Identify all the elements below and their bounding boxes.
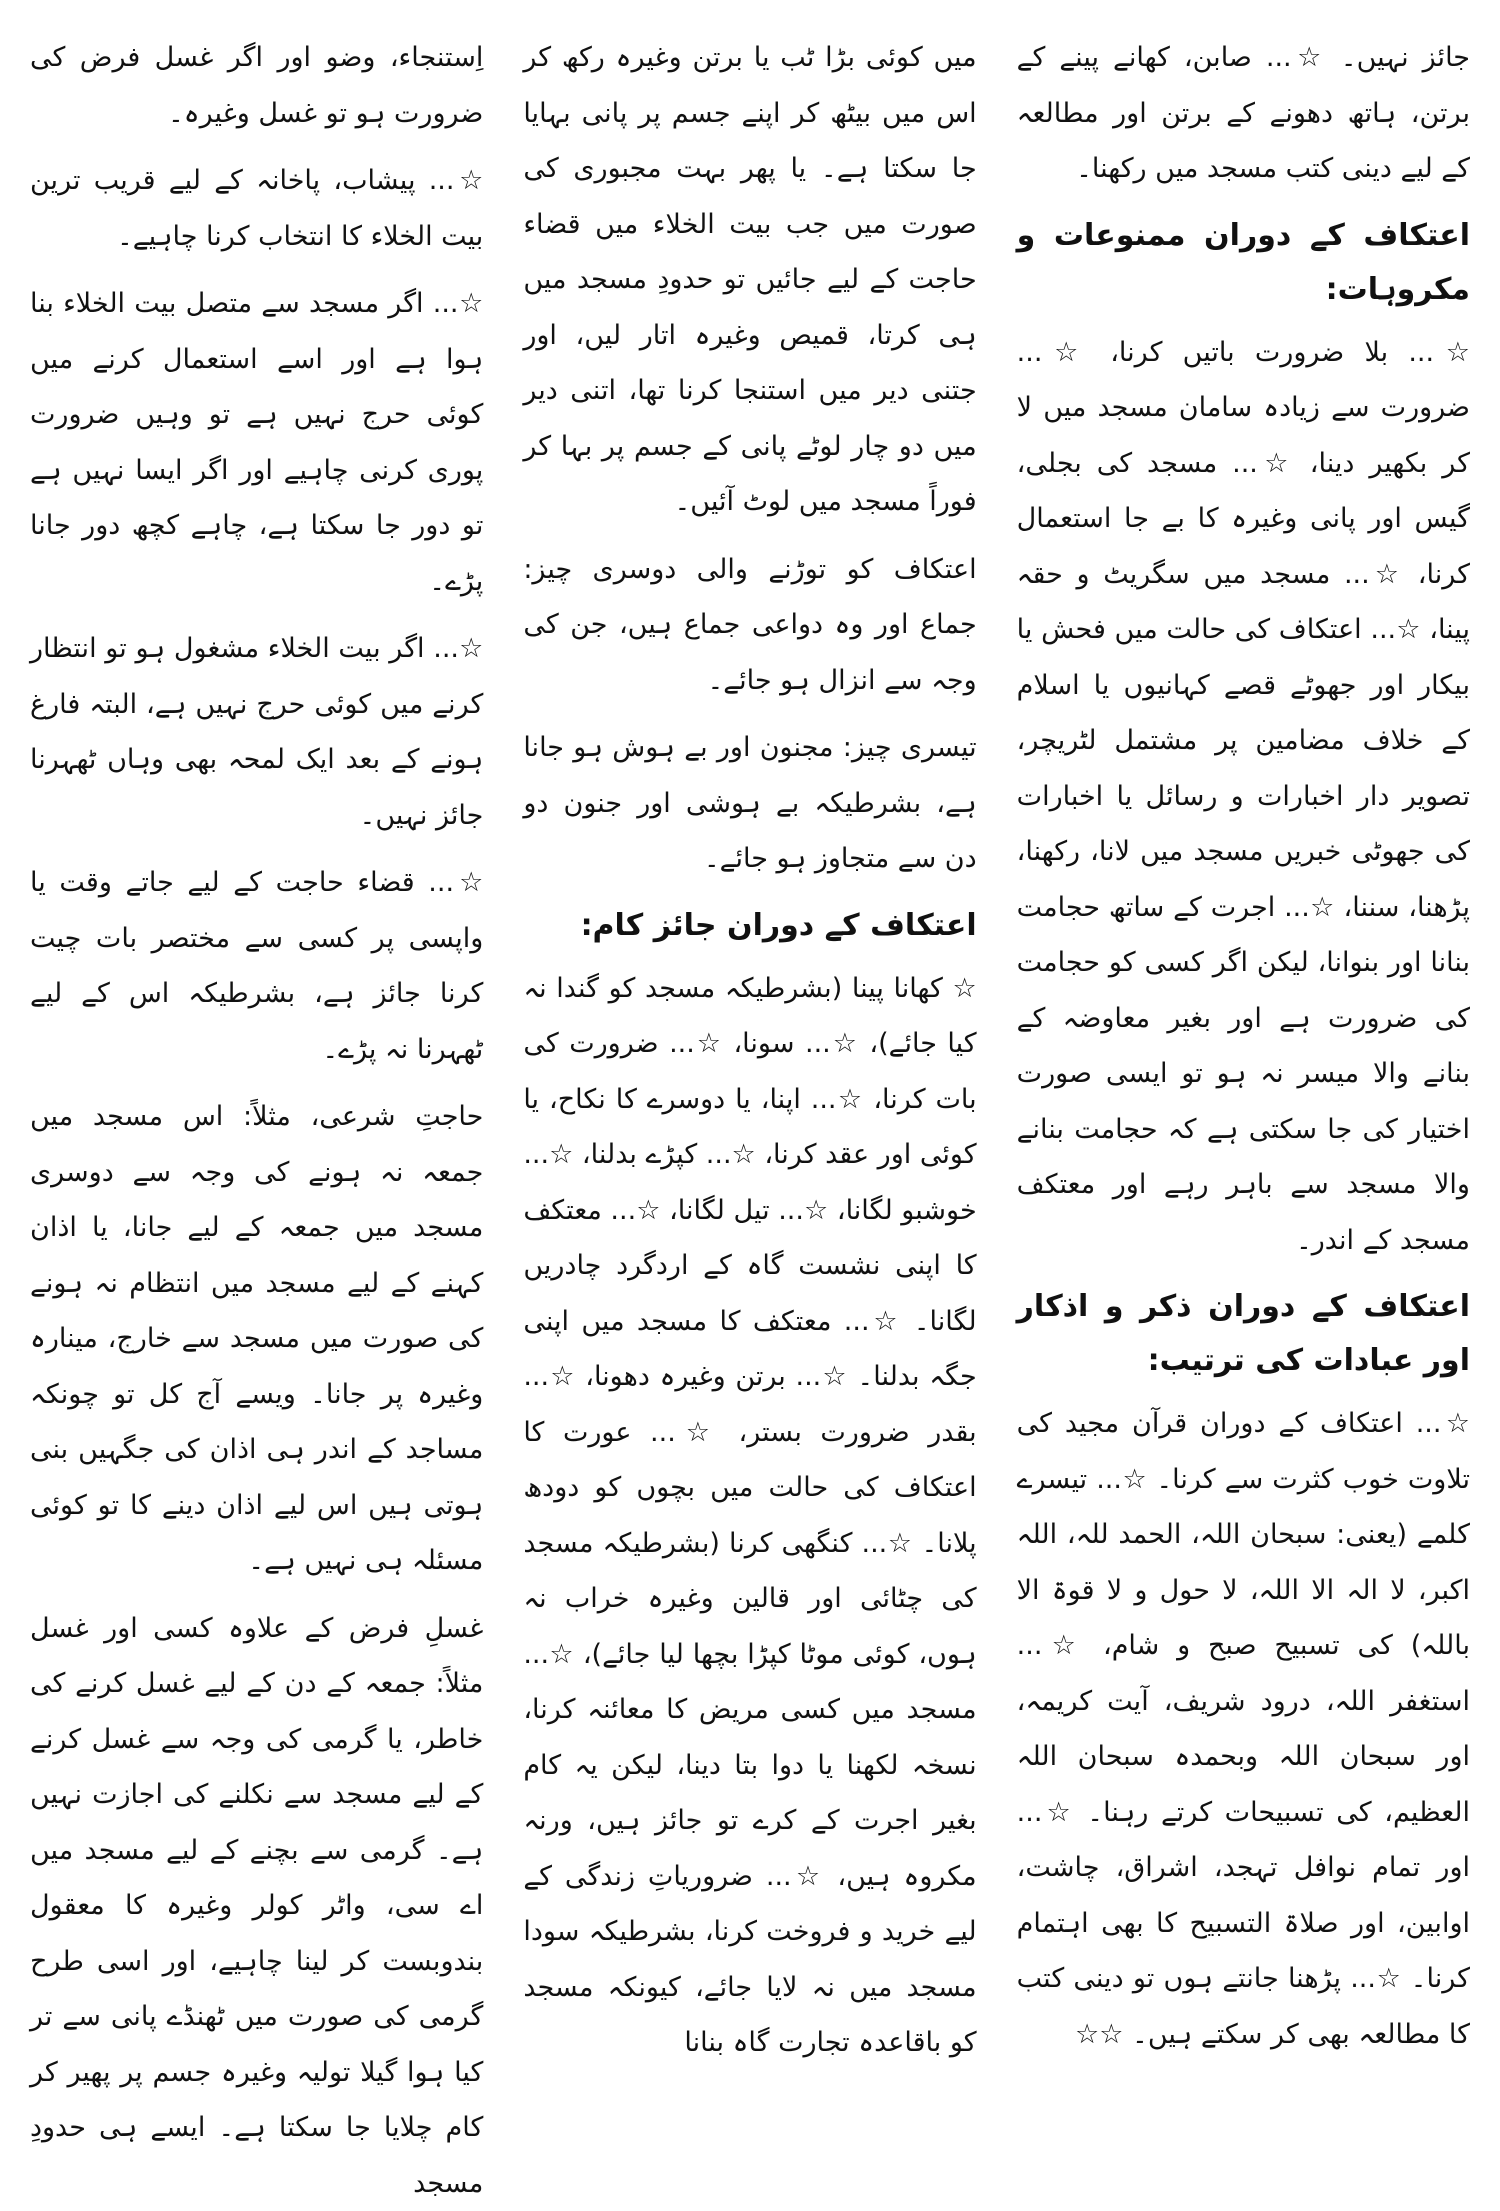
column-3 xyxy=(1017,30,1470,2180)
section-heading: اعتکاف کے دوران ذکر و اذکار اور عبادات کی ترتیب: xyxy=(1017,1280,1470,1388)
paragraph: حاجتِ شرعی، مثلاً: اس مسجد میں جمعہ نہ ہونے کی وجہ سے دوسری مسجد میں جمعہ کے لیے جانا، یا اذان کہنے کے لیے مسجد میں انتظام نہ ہونے کی صورت میں مسجد سے خارج، مینارہ وغیرہ پر جانا۔ ویسے آج کل تو چونکہ مساجد کے اندر ہی اذان کی جگہیں بنی ہوتی ہیں اس لیے اذان دینے کا تو کوئی مسئلہ ہی نہیں ہے۔ xyxy=(30,1089,483,1589)
paragraph: میں کوئی بڑا ٹب یا برتن وغیرہ رکھ کر اس میں بیٹھ کر اپنے جسم پر پانی بہایا جا سکتا ہے۔ یا پھر بہت مجبوری کی صورت میں جب بیت الخلاء میں قضاء حاجت کے لیے جائیں تو حدودِ مسجد میں ہی کرتا، قمیص وغیرہ اتار لیں، اور جتنی دیر میں استنجا کرنا تھا، اتنی دیر میں دو چار لوٹے پانی کے جسم پر بہا کر فوراً مسجد میں لوٹ آئیں۔ xyxy=(523,30,976,530)
paragraph: ☆... بلا ضرورت باتیں کرنا، ☆... ضرورت سے زیادہ سامان مسجد میں لا کر بکھیر دینا، ☆... مسجد کی بجلی، گیس اور پانی وغیرہ کا بے جا استعمال کرنا، ☆... مسجد میں سگریٹ و حقہ پینا، ☆... اعتکاف کی حالت میں فحش یا بیکار اور جھوٹے قصے کہانیوں یا اسلام کے خلاف مضامین پر مشتمل لٹریچر، تصویر دار اخبارات و رسائل یا اخبارات کی جھوٹی خبریں مسجد میں لانا، رکھنا، پڑھنا، سننا، ☆... اجرت کے ساتھ حجامت بنانا اور بنوانا، لیکن اگر کسی کو حجامت کی ضرورت ہے اور بغیر معاوضہ کے بنانے والا میسر نہ ہو تو ایسی صورت اختیار کی جا سکتی ہے کہ حجامت بنانے والا مسجد سے باہر رہے اور معتکف مسجد کے اندر۔ xyxy=(1017,325,1470,1269)
paragraph: ☆... اگر بیت الخلاء مشغول ہو تو انتظار کرنے میں کوئی حرج نہیں ہے، البتہ فارغ ہونے کے بعد ایک لمحہ بھی وہاں ٹھہرنا جائز نہیں۔ xyxy=(30,621,483,843)
paragraph: اعتکاف کو توڑنے والی دوسری چیز: جماع اور وہ دواعی جماع ہیں، جن کی وجہ سے انزال ہو جائے۔ xyxy=(523,542,976,709)
paragraph: ☆... پیشاب، پاخانہ کے لیے قریب ترین بیت الخلاء کا انتخاب کرنا چاہیے۔ xyxy=(30,153,483,264)
paragraph: ☆ کھانا پینا (بشرطیکہ مسجد کو گندا نہ کیا جائے)، ☆... سونا، ☆... ضرورت کی بات کرنا، ☆... اپنا، یا دوسرے کا نکاح، یا کوئی اور عقد کرنا، ☆... کپڑے بدلنا، ☆... خوشبو لگانا، ☆... تیل لگانا، ☆... معتکف کا اپنی نشست گاہ کے اردگرد چادریں لگانا۔ ☆... معتکف کا مسجد میں اپنی جگہ بدلنا۔ ☆... برتن وغیرہ دھونا، ☆... بقدر ضرورت بستر، ☆... عورت کا اعتکاف کی حالت میں بچوں کو دودھ پلانا۔ ☆... کنگھی کرنا (بشرطیکہ مسجد کی چٹائی اور قالین وغیرہ خراب نہ ہوں، کوئی موٹا کپڑا بچھا لیا جائے)، ☆... مسجد میں کسی مریض کا معائنہ کرنا، نسخہ لکھنا یا دوا بتا دینا، لیکن یہ کام بغیر اجرت کے کرے تو جائز ہیں، ورنہ مکروہ ہیں، ☆... ضروریاتِ زندگی کے لیے خرید و فروخت کرنا، بشرطیکہ سودا مسجد میں نہ لایا جائے، کیونکہ مسجد کو باقاعدہ تجارت گاہ بنانا xyxy=(523,961,976,2071)
paragraph: ☆... قضاء حاجت کے لیے جاتے وقت یا واپسی پر کسی سے مختصر بات چیت کرنا جائز ہے، بشرطیکہ اس کے لیے ٹھہرنا نہ پڑے۔ xyxy=(30,855,483,1077)
paragraph: ☆... اگر مسجد سے متصل بیت الخلاء بنا ہوا ہے اور اسے استعمال کرنے میں کوئی حرج نہیں ہے تو وہیں ضرورت پوری کرنی چاہیے اور اگر ایسا نہیں ہے تو دور جا سکتا ہے، چاہے کچھ دور جانا پڑے۔ xyxy=(30,276,483,609)
paragraph: جائز نہیں۔ ☆... صابن، کھانے پینے کے برتن، ہاتھ دھونے کے برتن اور مطالعہ کے لیے دینی کتب مسجد میں رکھنا۔ xyxy=(1017,30,1470,197)
section-heading: اعتکاف کے دوران جائز کام: xyxy=(523,899,976,953)
paragraph: ☆... اعتکاف کے دوران قرآن مجید کی تلاوت خوب کثرت سے کرنا۔ ☆... تیسرے کلمے (یعنی: سبحان اللہ، الحمد للہ، اللہ اکبر، لا الہ الا اللہ، لا حول و لا قوۃ الا باللہ) کی تسبیح صبح و شام، ☆... استغفر اللہ، درود شریف، آیت کریمہ، اور سبحان اللہ وبحمدہ سبحان اللہ العظیم، کی تسبیحات کرتے رہنا۔ ☆... اور تمام نوافل تہجد، اشراق، چاشت، اوابین، اور صلاۃ التسبیح کا بھی اہتمام کرنا۔ ☆... پڑھنا جانتے ہوں تو دینی کتب کا مطالعہ بھی کر سکتے ہیں۔ ☆☆ xyxy=(1017,1396,1470,2062)
section-heading: اعتکاف کے دوران ممنوعات و مکروہات: xyxy=(1017,209,1470,317)
paragraph: اِستنجاء، وضو اور اگر غسل فرض کی ضرورت ہو تو غسل وغیرہ۔ xyxy=(30,30,483,141)
paragraph: تیسری چیز: مجنون اور بے ہوش ہو جانا ہے، بشرطیکہ بے ہوشی اور جنون دو دن سے متجاوز ہو جائے۔ xyxy=(523,720,976,887)
column-2 xyxy=(523,30,976,2180)
paragraph: غسلِ فرض کے علاوہ کسی اور غسل مثلاً: جمعہ کے دن کے لیے غسل کرنے کی خاطر، یا گرمی کی وجہ سے غسل کرنے کے لیے مسجد سے نکلنے کی اجازت نہیں ہے۔ گرمی سے بچنے کے لیے مسجد میں اے سی، واٹر کولر وغیرہ کا معقول بندوبست کر لینا چاہیے، اور اسی طرح گرمی کی صورت میں ٹھنڈے پانی سے تر کیا ہوا گیلا تولیہ وغیرہ جسم پر پھیر کر کام چلایا جا سکتا ہے۔ ایسے ہی حدودِ مسجد xyxy=(30,1601,483,2211)
column-1 xyxy=(30,30,483,2180)
